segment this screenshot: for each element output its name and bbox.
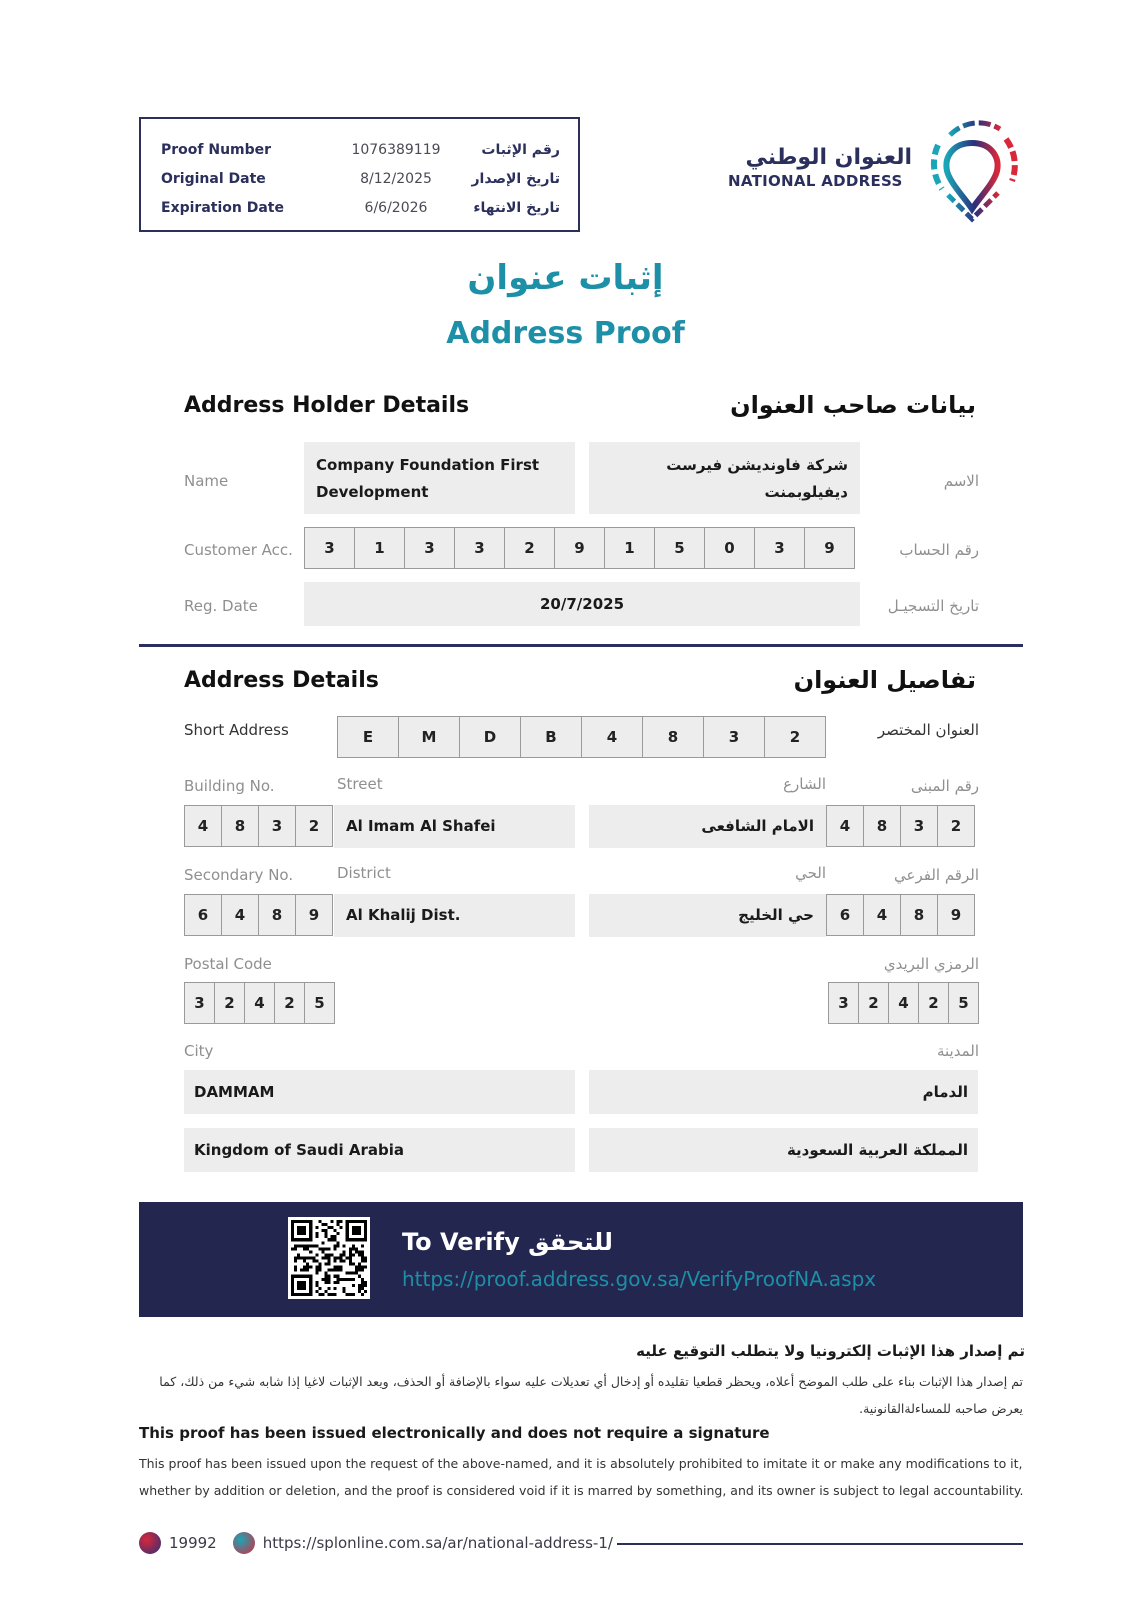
logo-text-ar: العنوان الوطني	[745, 145, 912, 170]
digit-cell: 3	[828, 982, 859, 1024]
digit-cell: 6	[826, 894, 864, 936]
city-value-en: DAMMAM	[184, 1070, 575, 1114]
phone-icon	[139, 1532, 161, 1554]
footer-phone[interactable]: 19992	[169, 1534, 217, 1552]
original-date-label: Original Date	[161, 170, 266, 187]
note-heading-ar: تم إصدار هذا الإثبات إلكترونيا ولا يتطلب التوقيع عليه	[636, 1342, 1025, 1360]
digit-cell: 3	[454, 527, 505, 569]
building-label: Building No.	[184, 777, 275, 795]
name-label-ar: الاسم	[943, 472, 979, 490]
note-heading-en: This proof has been issued electronically and does not require a signature	[139, 1424, 770, 1442]
name-value-ar: شركة فاونديشن فيرست ديفيلوبمنت	[589, 442, 860, 514]
address-heading-en: Address Details	[184, 668, 379, 693]
qr-code-icon[interactable]	[288, 1217, 370, 1299]
secondary-number-cells-ar	[826, 894, 975, 936]
digit-cell: 4	[581, 716, 643, 758]
digit-cell: E	[337, 716, 399, 758]
digit-cell: 2	[214, 982, 245, 1024]
map-pin-logo-icon	[920, 115, 1025, 225]
digit-cell: 4	[863, 894, 901, 936]
logo-text-en: NATIONAL ADDRESS	[728, 172, 903, 190]
postal-code-label: Postal Code	[184, 955, 272, 973]
digit-cell: 3	[900, 805, 938, 847]
secondary-number-cells	[184, 894, 333, 936]
digit-cell: 2	[274, 982, 305, 1024]
digit-cell: 2	[937, 805, 975, 847]
proof-info-box	[139, 117, 580, 232]
district-label-ar: الحي	[795, 864, 826, 882]
digit-cell: 0	[704, 527, 755, 569]
district-value-en: Al Khalij Dist.	[334, 894, 575, 937]
digit-cell: 3	[703, 716, 765, 758]
building-number-cells	[184, 805, 333, 847]
proof-number-value: 1076389119	[351, 141, 441, 158]
short-address-label-ar: العنوان المختصر	[877, 721, 979, 739]
footer-divider	[617, 1543, 1023, 1545]
footer	[139, 1532, 613, 1554]
expiration-date-value: 6/6/2026	[364, 199, 428, 216]
digit-cell: 8	[863, 805, 901, 847]
digit-cell: 3	[404, 527, 455, 569]
digit-cell: 3	[258, 805, 296, 847]
address-heading-ar: تفاصيل العنوان	[793, 666, 976, 694]
digit-cell: 9	[295, 894, 333, 936]
digit-cell: 3	[754, 527, 805, 569]
district-value-ar: حي الخليج	[589, 894, 826, 937]
digit-cell: 4	[244, 982, 275, 1024]
verify-title: To Verify للتحقق	[402, 1228, 613, 1256]
digit-cell: 3	[304, 527, 355, 569]
reg-date-label-ar: تاريخ التسجيـل	[887, 597, 979, 615]
proof-number-label-ar: رقم الإثبات	[481, 141, 560, 158]
building-number-cells-ar	[826, 805, 975, 847]
holder-heading-en: Address Holder Details	[184, 393, 470, 418]
country-value-ar: المملكة العربية السعودية	[589, 1128, 978, 1172]
short-address-cells	[337, 716, 826, 758]
street-label-ar: الشارع	[783, 775, 826, 793]
digit-cell: 2	[764, 716, 826, 758]
digit-cell: 9	[554, 527, 605, 569]
reg-date-value: 20/7/2025	[304, 582, 860, 626]
original-date-label-ar: تاريخ الإصدار	[471, 170, 560, 187]
name-label: Name	[184, 472, 229, 490]
digit-cell: D	[459, 716, 521, 758]
digit-cell: 8	[221, 805, 259, 847]
district-label: District	[337, 864, 391, 882]
digit-cell: 2	[504, 527, 555, 569]
digit-cell: 4	[888, 982, 919, 1024]
street-value-ar: الامام الشافعى	[589, 805, 826, 848]
city-label: City	[184, 1042, 214, 1060]
note-body-en: This proof has been issued upon the request of the above-named, and it is absolutely prohibited to imitate it or make any modifications to it, whether by addition or deletion, and the proof is considered void if it is marred by something, and its owner is subject to legal accountability.	[139, 1456, 1024, 1498]
digit-cell: 8	[258, 894, 296, 936]
digit-cell: 5	[654, 527, 705, 569]
country-value-en: Kingdom of Saudi Arabia	[184, 1128, 575, 1172]
name-value-en: Company Foundation First Development	[304, 442, 575, 514]
postal-code-cells	[184, 982, 335, 1024]
expiration-date-label-ar: تاريخ الانتهاء	[473, 199, 560, 216]
digit-cell: 2	[295, 805, 333, 847]
digit-cell: 5	[304, 982, 335, 1024]
digit-cell: 2	[918, 982, 949, 1024]
digit-cell: 8	[642, 716, 704, 758]
digit-cell: 4	[184, 805, 222, 847]
digit-cell: 8	[900, 894, 938, 936]
original-date-row	[161, 164, 560, 193]
digit-cell: 6	[184, 894, 222, 936]
original-date-value: 8/12/2025	[360, 170, 432, 187]
street-value-en: Al Imam Al Shafei	[334, 805, 575, 848]
reg-date-label: Reg. Date	[184, 597, 258, 615]
digit-cell: 2	[858, 982, 889, 1024]
note-body-ar: تم إصدار هذا الإثبات بناء على طلب الموضح أعلاه، ويحظر قطعيا تقليده أو إدخال أي تعديلات عليه سواء بالإضافة أو الحذف، ويعد الإثبات لاغيا إذا شابه شيء من ذلك، كما يعرض صاحبه للمساءلةالقانونية.	[159, 1374, 1023, 1416]
city-value-ar: الدمام	[589, 1070, 978, 1114]
city-label-ar: المدينة	[936, 1042, 979, 1060]
proof-number-label: Proof Number	[161, 141, 272, 158]
globe-icon	[233, 1532, 255, 1554]
section-divider	[139, 644, 1023, 647]
expiration-date-row	[161, 193, 560, 222]
page-title-en: Address Proof	[446, 316, 685, 351]
building-label-ar: رقم المبنى	[910, 777, 979, 795]
verify-link[interactable]: https://proof.address.gov.sa/VerifyProofNA.aspx	[402, 1267, 877, 1291]
national-address-logo-text	[720, 145, 912, 191]
proof-number-row	[161, 135, 560, 164]
expiration-date-label: Expiration Date	[161, 199, 284, 216]
digit-cell: 4	[826, 805, 864, 847]
digit-cell: 1	[354, 527, 405, 569]
digit-cell: M	[398, 716, 460, 758]
secondary-label-ar: الرقم الفرعي	[894, 866, 979, 884]
digit-cell: 1	[604, 527, 655, 569]
digit-cell: 3	[184, 982, 215, 1024]
holder-heading-ar: بيانات صاحب العنوان	[730, 391, 976, 419]
digit-cell: 4	[221, 894, 259, 936]
page-title-ar: إثبات عنوان	[467, 258, 664, 298]
account-label-ar: رقم الحساب	[899, 541, 979, 559]
postal-code-cells-ar	[828, 982, 979, 1024]
digit-cell: B	[520, 716, 582, 758]
account-number-cells	[304, 527, 855, 569]
footer-website[interactable]: https://splonline.com.sa/ar/national-address-1/	[262, 1534, 613, 1552]
digit-cell: 5	[948, 982, 979, 1024]
secondary-label: Secondary No.	[184, 866, 294, 884]
digit-cell: 9	[937, 894, 975, 936]
verify-banner	[139, 1202, 1023, 1317]
short-address-label: Short Address	[184, 721, 289, 739]
account-label: Customer Acc.	[184, 541, 293, 559]
postal-code-label-ar: الرمزي البريدي	[883, 955, 979, 973]
street-label: Street	[337, 775, 383, 793]
digit-cell: 9	[804, 527, 855, 569]
